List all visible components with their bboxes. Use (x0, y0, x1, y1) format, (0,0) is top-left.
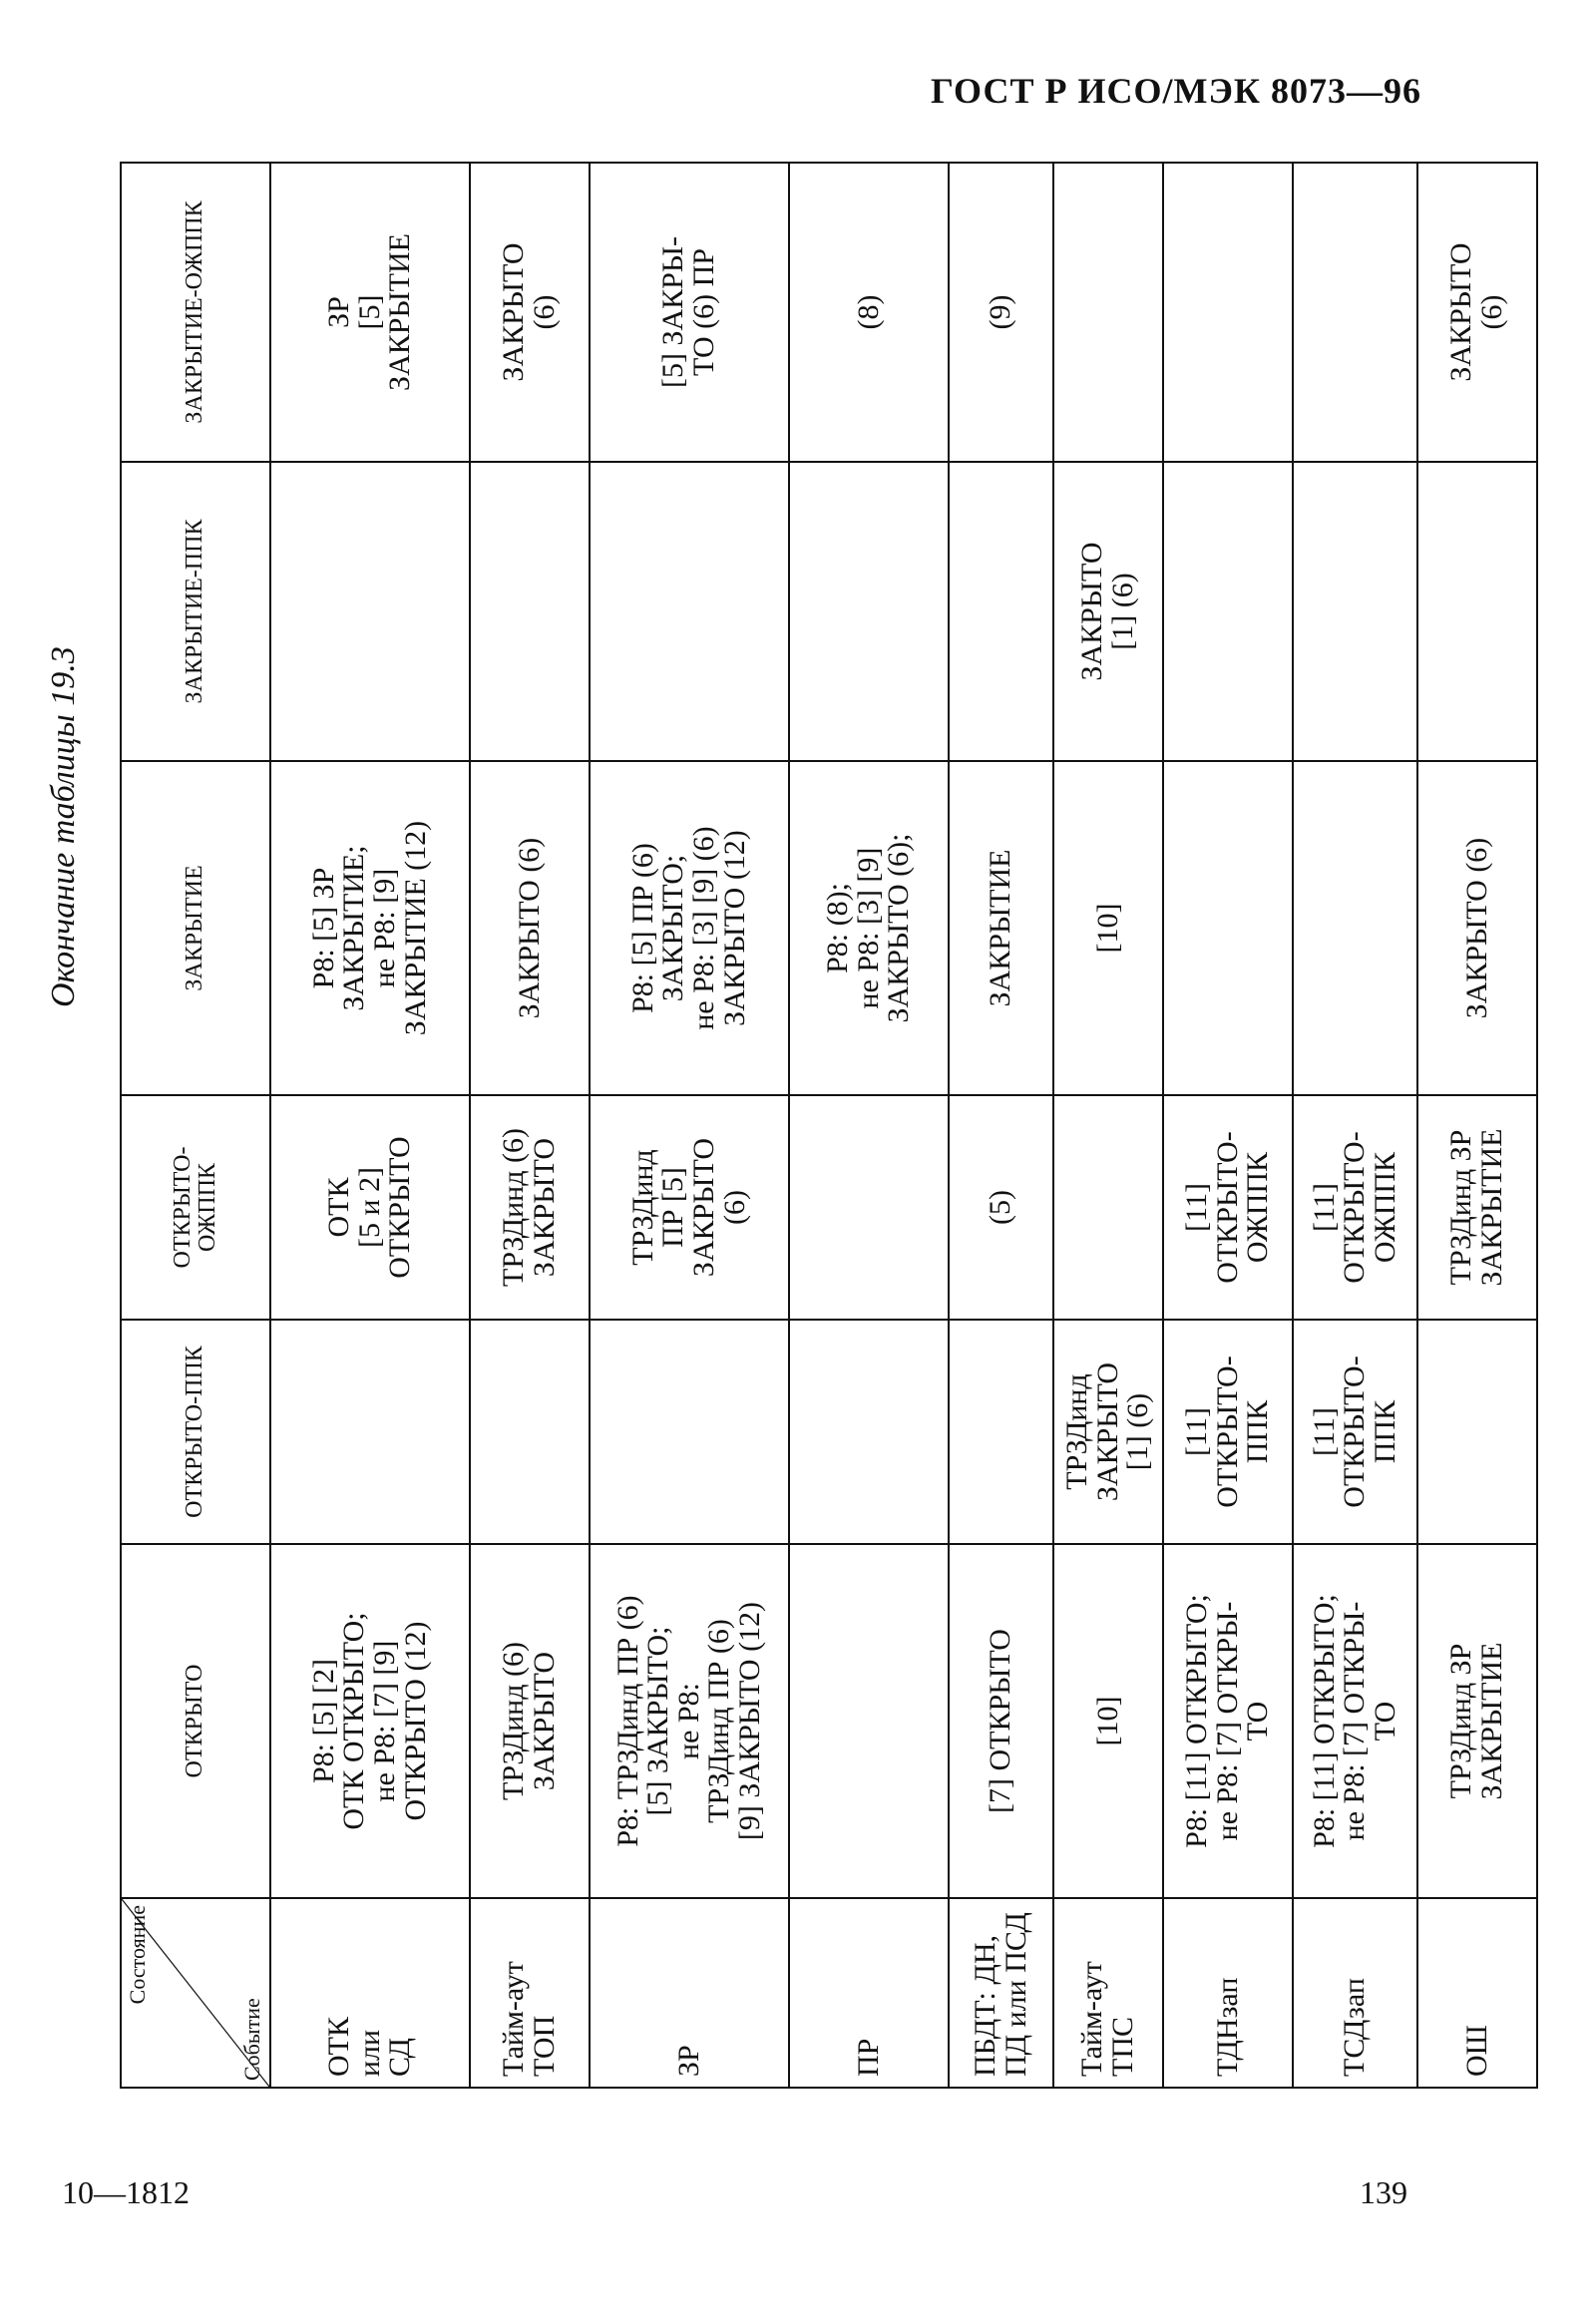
table-cell: ТРЗДинд (6) ЗАКРЫТО (470, 1544, 590, 1898)
table-cell (470, 462, 590, 761)
caption-container (45, 0, 85, 1007)
row-event-label: ЗР (590, 1898, 789, 2088)
table-cell: (5) (949, 1095, 1053, 1320)
corner-event-label: Событие (238, 1998, 264, 2081)
table-cell (1053, 163, 1163, 462)
row-event-label: ТСДзап (1293, 1898, 1417, 2088)
row-event-label: Тайм-аут ТОП (470, 1898, 590, 2088)
table-cell (470, 1320, 590, 1544)
table-cell (1293, 462, 1417, 761)
document-code: ГОСТ Р ИСО/МЭК 8073—96 (931, 71, 1421, 111)
table-row (1163, 163, 1293, 2088)
table-cell (789, 1320, 949, 1544)
column-header: ОТКРЫТО (121, 1544, 270, 1898)
table-cell: ЗАКРЫТО (6) (470, 761, 590, 1095)
table-row (1053, 163, 1163, 2088)
row-event-label: ПБДТ: ДН, ПД или ПСД (949, 1898, 1053, 2088)
table-cell: [5] ЗАКРЫ- ТО (6) ПР (590, 163, 789, 462)
table-cell (1163, 761, 1293, 1095)
table-cell: Р8: [11] ОТКРЫТО; не Р8: [7] ОТКРЫ- ТО (1293, 1544, 1417, 1898)
table-row (789, 163, 949, 2088)
header-row (121, 163, 270, 2088)
row-event-label: ОТК или СД (270, 1898, 470, 2088)
table-row (470, 163, 590, 2088)
table-cell: ЗР [5] ЗАКРЫТИЕ (270, 163, 470, 462)
table-cell: Р8: [5] ЗР ЗАКРЫТИЕ; не Р8: [9] ЗАКРЫТИЕ (12) (270, 761, 470, 1095)
table-cell: Р8: [5] ПР (6) ЗАКРЫТО; не Р8: [3] [9] (6) ЗАКРЫТО (12) (590, 761, 789, 1095)
row-event-label: ПР (789, 1898, 949, 2088)
table-cell: (8) (789, 163, 949, 462)
state-table (120, 162, 1538, 2089)
table-cell (789, 1544, 949, 1898)
table-cell: [7] ОТКРЫТО (949, 1544, 1053, 1898)
table-cell: Р8: ТРЗДинд ПР (6) [5] ЗАКРЫТО; не Р8: ТРЗДинд ПР (6) [9] ЗАКРЫТО (12) (590, 1544, 789, 1898)
table-cell: ТРЗДинд ЗР ЗАКРЫТИЕ (1417, 1544, 1537, 1898)
column-header: ЗАКРЫТИЕ-ОЖППК (121, 163, 270, 462)
table-row (1293, 163, 1417, 2088)
corner-cell (121, 1898, 270, 2088)
table-cell: [11] ОТКРЫТО- ОЖППК (1293, 1095, 1417, 1320)
column-header: ОТКРЫТО-ППК (121, 1320, 270, 1544)
table-cell: Р8: [5] [2] ОТК ОТКРЫТО; не Р8: [7] [9] ОТКРЫТО (12) (270, 1544, 470, 1898)
table-cell: ЗАКРЫТО (6) (1417, 761, 1537, 1095)
table-row (270, 163, 470, 2088)
table-cell: ТРЗДинд ЗР ЗАКРЫТИЕ (1417, 1095, 1537, 1320)
table-cell: Р8: [11] ОТКРЫТО; не Р8: [7] ОТКРЫ- ТО (1163, 1544, 1293, 1898)
table-cell: (9) (949, 163, 1053, 462)
corner-state-label: Состояние (125, 1905, 150, 2005)
table-cell: ЗАКРЫТО (6) (470, 163, 590, 462)
table-cell (789, 1095, 949, 1320)
table-cell: [11] ОТКРЫТО- ППК (1163, 1320, 1293, 1544)
table-cell (270, 462, 470, 761)
table-cell (789, 462, 949, 761)
table-caption: Окончание таблицы 19.3 (45, 646, 82, 1007)
row-event-label: Тайм-аут ТПС (1053, 1898, 1163, 2088)
table-cell (949, 1320, 1053, 1544)
page-number: 139 (1360, 2174, 1407, 2210)
row-event-label: ОШ (1417, 1898, 1537, 2088)
table-cell: ЗАКРЫТО [1] (6) (1053, 462, 1163, 761)
table-cell: ТРЗДинд (6) ЗАКРЫТО (470, 1095, 590, 1320)
table-cell (590, 1320, 789, 1544)
table-cell: ОТК [5 и 2] ОТКРЫТО (270, 1095, 470, 1320)
table-row (590, 163, 789, 2088)
table-cell: [11] ОТКРЫТО- ППК (1293, 1320, 1417, 1544)
print-code: 10—1812 (62, 2174, 190, 2210)
table-cell: ТРЗДинд ЗАКРЫТО [1] (6) (1053, 1320, 1163, 1544)
table-row (1417, 163, 1537, 2088)
table-cell (270, 1320, 470, 1544)
table-cell (1163, 462, 1293, 761)
table-cell (949, 462, 1053, 761)
table-cell: ЗАКРЫТИЕ (949, 761, 1053, 1095)
table-cell (1293, 163, 1417, 462)
table-body (270, 163, 1537, 2088)
table-cell: [10] (1053, 1544, 1163, 1898)
column-header: ЗАКРЫТИЕ-ППК (121, 462, 270, 761)
table-cell (1417, 1320, 1537, 1544)
table-cell: Р8: (8); не Р8: [3] [9] ЗАКРЫТО (6); (789, 761, 949, 1095)
table-row (949, 163, 1053, 2088)
table-cell: [10] (1053, 761, 1163, 1095)
table-cell (1053, 1095, 1163, 1320)
table-cell: [11] ОТКРЫТО- ОЖППК (1163, 1095, 1293, 1320)
table-cell (1293, 761, 1417, 1095)
table-cell: ТРЗДинд ПР [5] ЗАКРЫТО (6) (590, 1095, 789, 1320)
table-cell: ЗАКРЫТО (6) (1417, 163, 1537, 462)
row-event-label: ТДНзап (1163, 1898, 1293, 2088)
table-cell (1163, 163, 1293, 462)
table-cell (1417, 462, 1537, 761)
rotated-table-container (120, 164, 1508, 2089)
column-header: ЗАКРЫТИЕ (121, 761, 270, 1095)
column-header: ОТКРЫТО-ОЖППК (121, 1095, 270, 1320)
table-cell (590, 462, 789, 761)
